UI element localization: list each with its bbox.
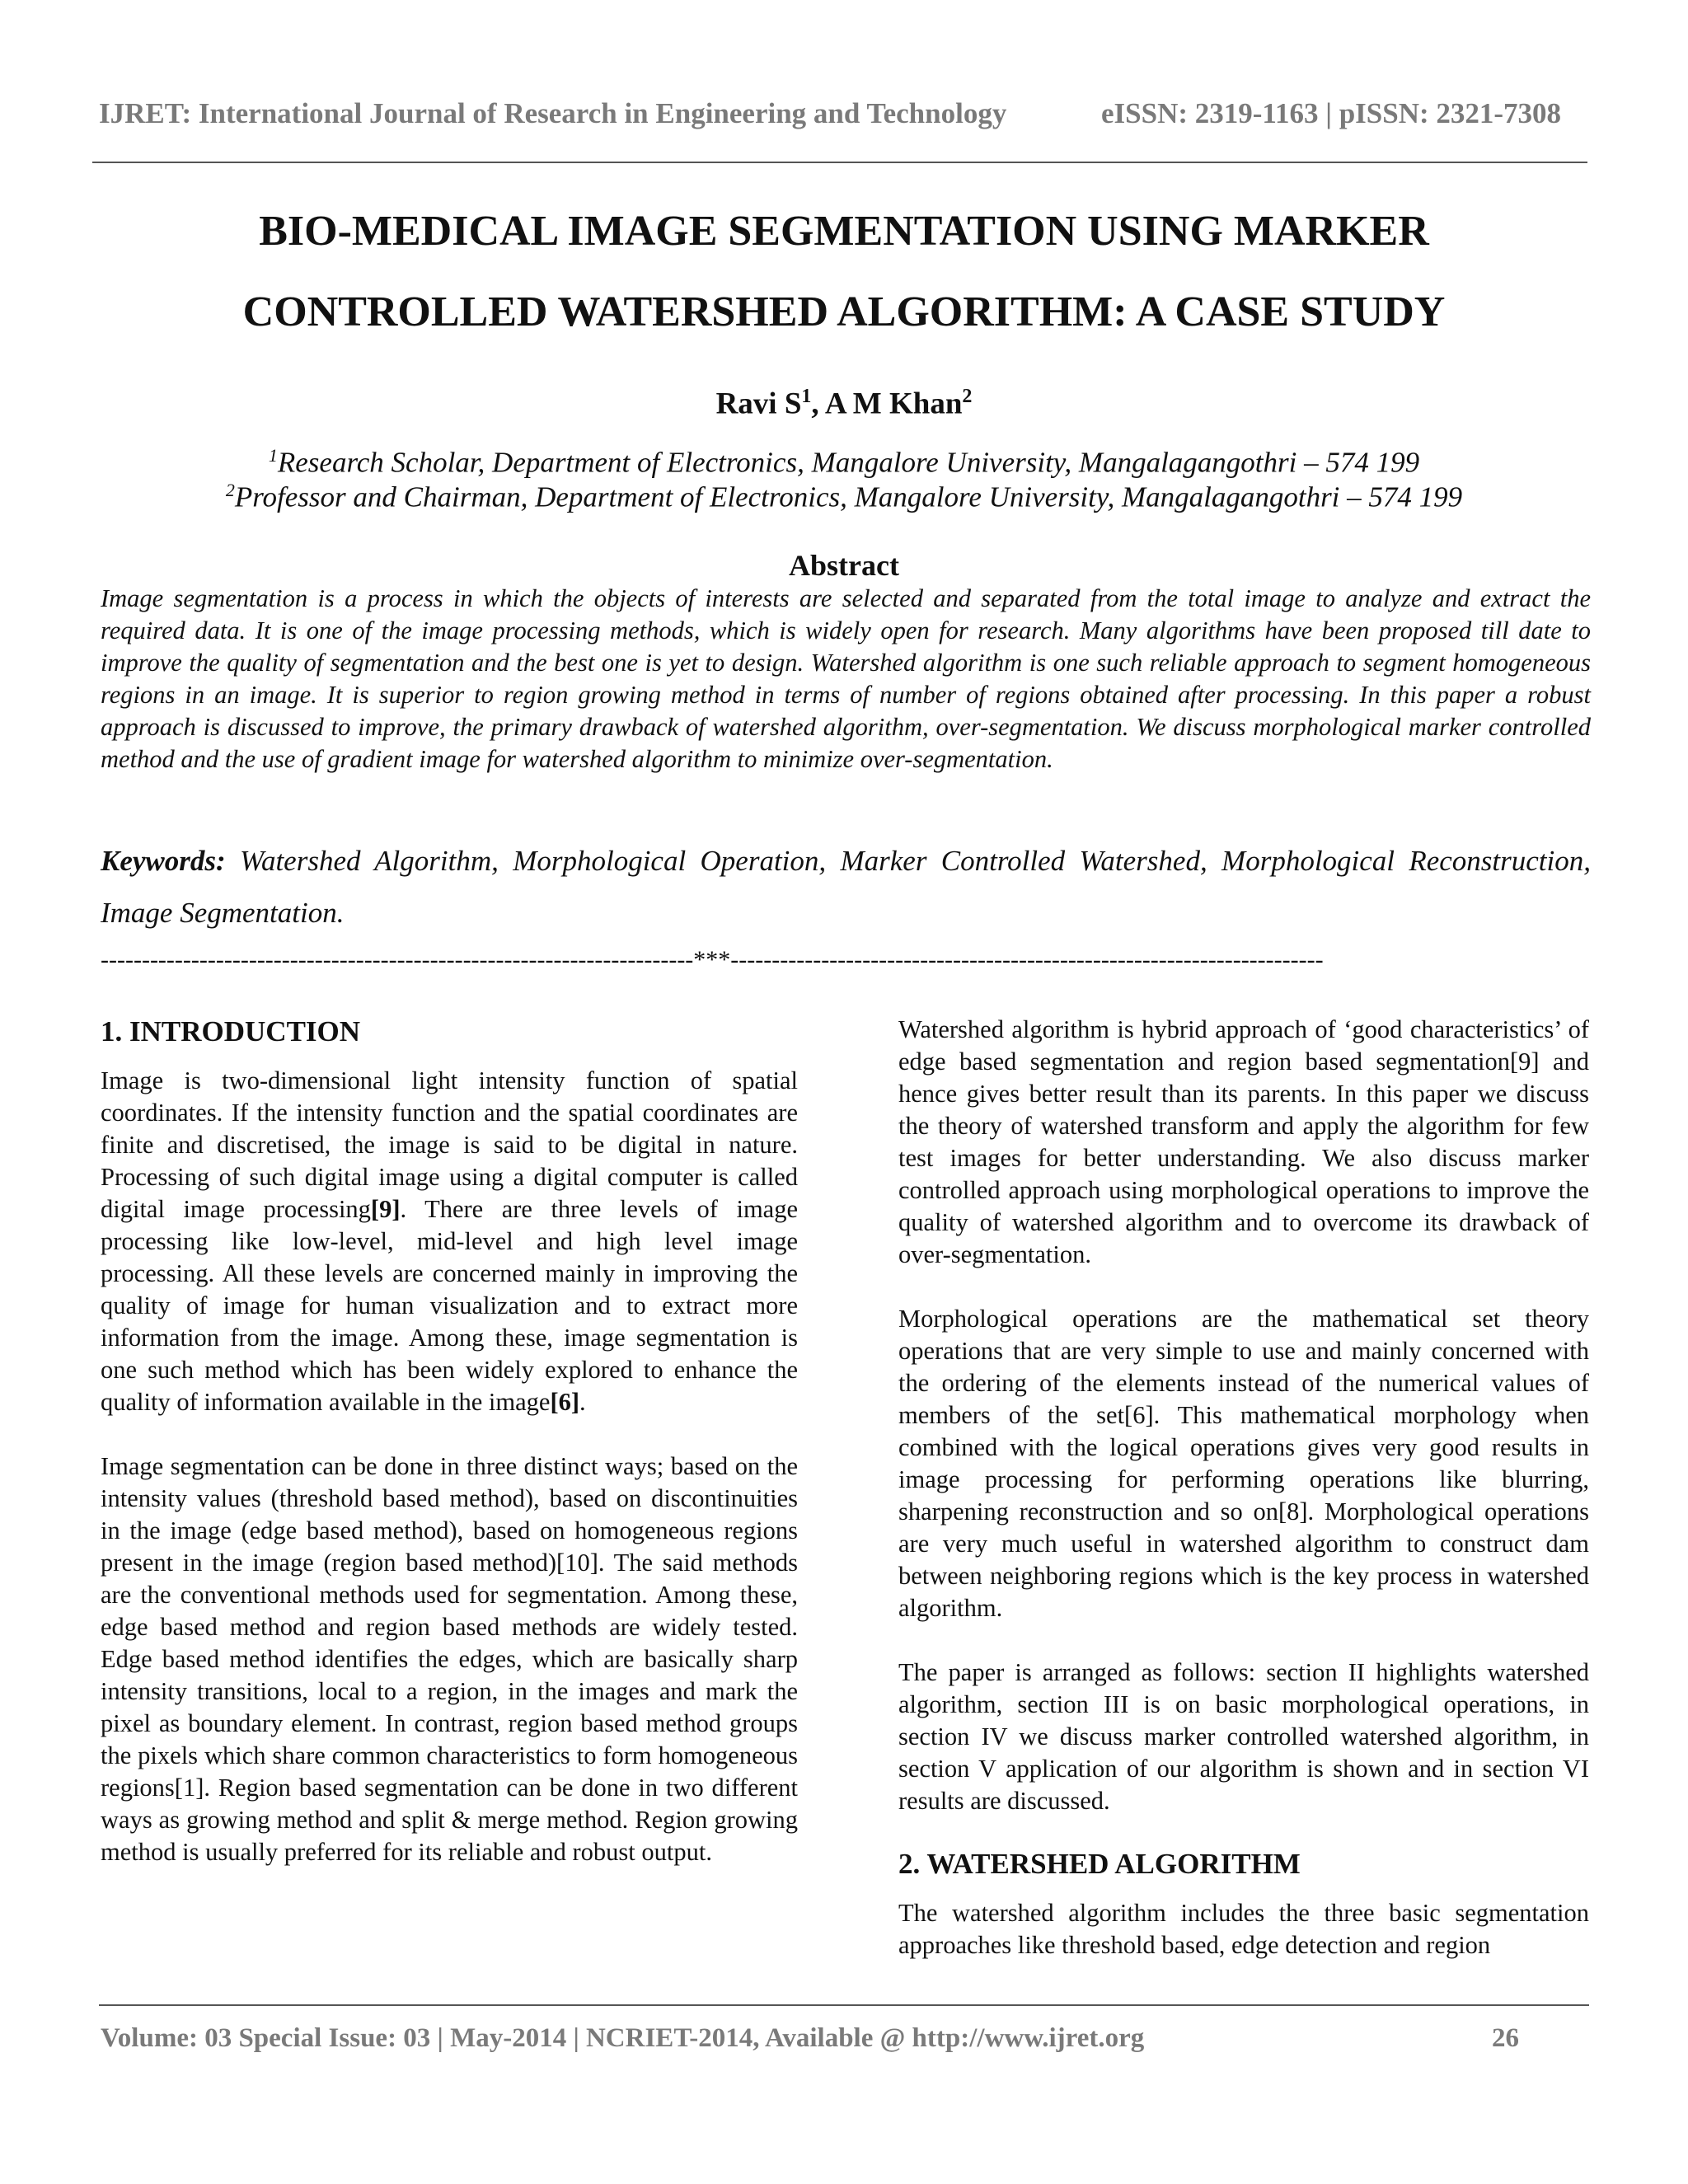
section-2-heading: 2. WATERSHED ALGORITHM (898, 1848, 1301, 1880)
footer-rule (99, 2004, 1589, 2006)
watershed-paragraph-1: The watershed algorithm includes the three basic segmentation approaches like threshold based, edge detection and region (898, 1899, 1589, 1959)
citation-6: [6] (550, 1388, 580, 1416)
keywords (101, 835, 1591, 939)
intro-paragraph-1 (101, 1065, 798, 1418)
affiliation-1-text: Research Scholar, Department of Electronics, Mangalore University, Mangalagangothri – 574 199 (277, 446, 1420, 479)
right-paragraph-2: Morphological operations are the mathematical set theory operations that are very simple to use and mainly concerned with the ordering of the elements instead of the numerical values of members of the set[6]. This mathematical morphology when combined with the logical operations gives very good results in image processing for performing operations like blurring, sharpening reconstruction and so on[8]. Morphological operations are very much useful in watershed algorithm to construct dam between neighboring regions which is the key process in watershed algorithm. (898, 1305, 1589, 1622)
footer-volume: Volume: 03 Special Issue: 03 | May-2014 | NCRIET-2014, Available @ http://www.ijret.org (101, 2023, 1145, 2053)
affiliation-2-sup: 2 (225, 480, 235, 500)
right-paragraph-3: The paper is arranged as follows: section II highlights watershed algorithm, section III is on basic morphological operations, in section IV we discuss marker controlled watershed algorithm, in section V application of our algorithm is shown and in section VI results are discussed. (898, 1658, 1589, 1815)
keywords-label: Keywords: (101, 845, 226, 877)
left-column (101, 1014, 798, 1900)
section-1-heading: 1. INTRODUCTION (101, 1015, 361, 1047)
section-divider: ------------------------------------------------------------------------***------------------------------------------------------------------------ (101, 946, 1324, 973)
page-number: 26 (1492, 2023, 1519, 2053)
author-2: A M Khan (824, 387, 963, 421)
intro-p1-part-a: Image is two-dimensional light intensity function of spatial coordinates. If the intensity function and the spatial coordinates are finite and discretised, the image is said to be digital in nature. Processing of such digital image using a digital computer is called digital image processing (101, 1066, 798, 1223)
author-1-sup: 1 (801, 386, 812, 407)
paper-title (82, 191, 1606, 353)
right-column (898, 1014, 1589, 1994)
right-paragraph-1: Watershed algorithm is hybrid approach of ‘good characteristics’ of edge based segmentation and region based segmentation[9] and hence gives better result than its parents. In this paper we discuss the theory of watershed transform and apply the algorithm for few test images for better understanding. We also discuss marker controlled approach using morphological operations to improve the quality of watershed algorithm and to overcome its drawback of over-segmentation. (898, 1015, 1589, 1268)
header-rule (92, 162, 1587, 163)
abstract-heading: Abstract (789, 549, 899, 582)
intro-paragraph-2: Image segmentation can be done in three distinct ways; based on the intensity values (threshold based method), based on discontinuities in the image (edge based method), based on homogeneous regions present in the image (region based method)[10]. The said methods are the conventional methods used for segmentation. Among these, edge based method and region based methods are widely tested. Edge based method identifies the edges, which are basically sharp intensity transitions, local to a region, in the images and mark the pixel as boundary element. In contrast, region based method groups the pixels which share common characteristics to form homogeneous regions[1]. Region based segmentation can be done in two different ways as growing method and split & merge method. Region growing method is usually preferred for its reliable and robust output. (101, 1452, 798, 1866)
authors (0, 386, 1688, 421)
title-line-2: CONTROLLED WATERSHED ALGORITHM: A CASE STUDY (242, 288, 1446, 335)
keywords-text: Watershed Algorithm, Morphological Operation, Marker Controlled Watershed, Morphological Reconstruction, Image Segmentation. (101, 845, 1592, 929)
intro-p1-part-c: . (579, 1388, 586, 1416)
issn-header: eISSN: 2319-1163 | pISSN: 2321-7308 (1101, 97, 1562, 129)
citation-9: [9] (370, 1195, 401, 1223)
affiliation-1-sup: 1 (268, 445, 278, 466)
author-separator: , (811, 387, 825, 421)
affiliation-2-text: Professor and Chairman, Department of Electronics, Mangalore University, Mangalagangothri – 574 199 (234, 480, 1463, 513)
author-1: Ravi S (715, 387, 802, 421)
abstract-text: Image segmentation is a process in which the objects of interests are selected and separated from the total image to analyze and extract the required data. It is one of the image processing methods, which is widely open for research. Many algorithms have been proposed till date to improve the quality of segmentation and the best one is yet to design. Watershed algorithm is one such reliable approach to segment homogeneous regions in an image. It is superior to region growing method in terms of number of regions obtained after processing. In this paper a robust approach is discussed to improve, the primary drawback of watershed algorithm, over-segmentation. We discuss morphological marker controlled method and the use of gradient image for watershed algorithm to minimize over-segmentation. (101, 584, 1591, 773)
affiliation-1 (0, 445, 1688, 480)
author-2-sup: 2 (962, 386, 973, 407)
journal-header: IJRET: International Journal of Research in Engineering and Technology (99, 97, 1007, 129)
title-line-1: BIO-MEDICAL IMAGE SEGMENTATION USING MARKER (259, 208, 1429, 255)
intro-p1-part-b: . There are three levels of image processing like low-level, mid-level and high level image processing. All these levels are concerned mainly in improving the quality of image for human visualization and to extract more information from the image. Among these, image segmentation is one such method which has been widely explored to enhance the quality of information available in the image (101, 1195, 798, 1416)
affiliation-2 (0, 480, 1688, 514)
